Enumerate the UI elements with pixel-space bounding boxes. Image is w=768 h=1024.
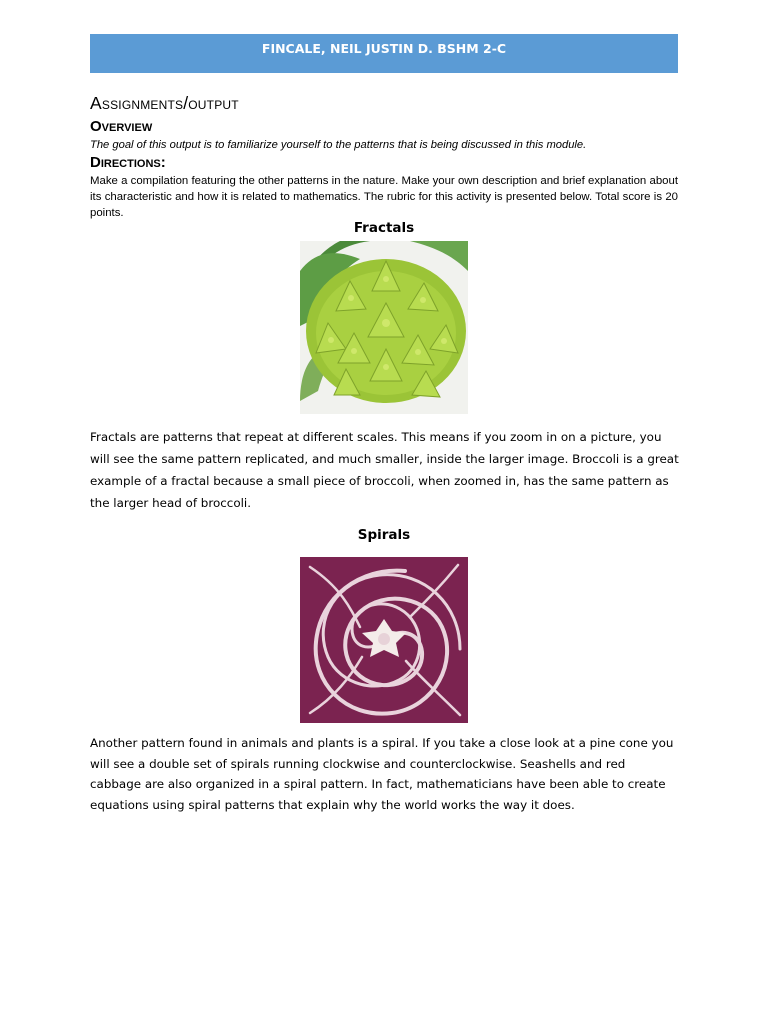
spirals-description: Another pattern found in animals and plants is a spiral. If you take a close look at a pine cone you will see a double set of spirals running clockwise and counterclockwise. Seashells and red cabbage are also organized in a spiral pattern. In fact, mathematicians have been able to create equations using spiral patterns that explain why the world works the way it does. — [90, 736, 674, 812]
fractals-title: Fractals — [353, 220, 415, 236]
romanesco-broccoli-image — [300, 241, 468, 414]
banner-text: FINCALE, NEIL JUSTIN D. BSHM 2-C — [261, 41, 507, 56]
red-cabbage-image — [300, 557, 468, 723]
directions-text: Make a compilation featuring the other patterns in the nature. Make your own description and brief explanation about its characteristic and how it is related to mathematics. The rubric for this activity is presented below. Total score is 20 points. — [90, 175, 678, 219]
overview-heading: Overview — [90, 118, 153, 135]
overview-text: The goal of this output is to familiarize yourself to the patterns that is being discussed in this module. — [90, 139, 587, 151]
directions-heading: Directions: — [90, 154, 166, 171]
name-banner — [90, 34, 678, 73]
spirals-title: Spirals — [357, 527, 411, 543]
assignment-title: Assignments/output — [90, 93, 239, 113]
fractals-description: Fractals are patterns that repeat at different scales. This means if you zoom in on a picture, you will see the same pattern replicated, and much smaller, inside the larger image. Broccoli is a great example of a fractal because a small piece of broccoli, when zoomed in, has the same pattern as the larger head of broccoli. — [90, 430, 679, 510]
